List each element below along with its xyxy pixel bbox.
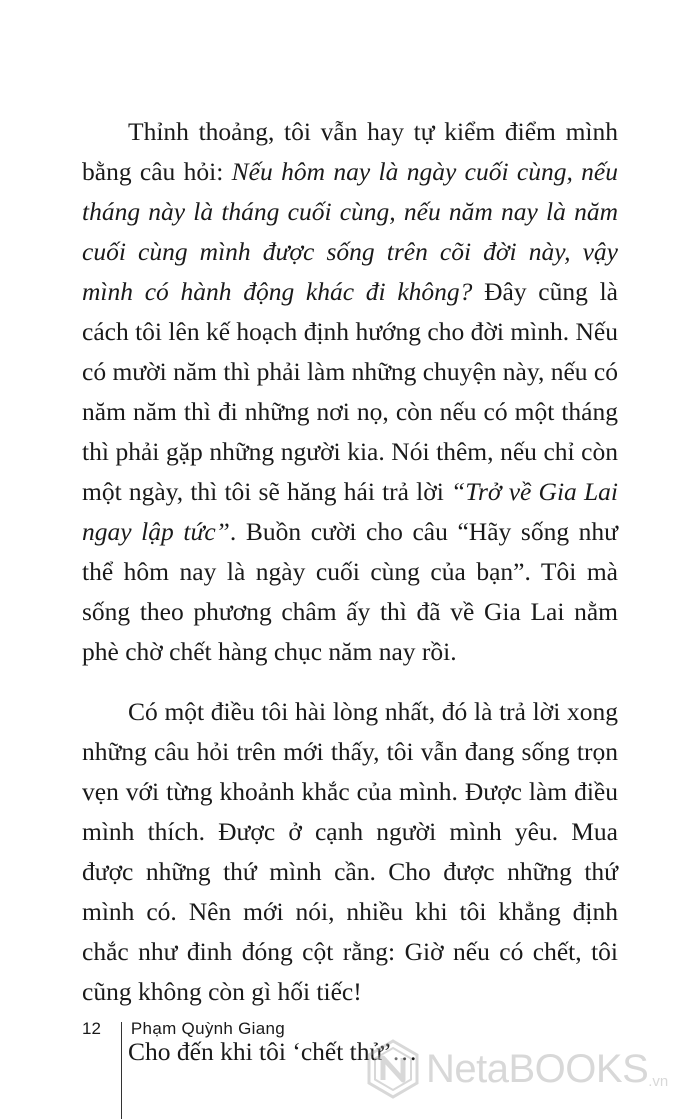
author-name: Phạm Quỳnh Giang [130, 1019, 286, 1038]
paragraph-1 [82, 112, 618, 672]
text-segment: Cho đến khi tôi ‘chết thử’… [128, 1037, 418, 1066]
watermark [362, 1038, 668, 1100]
page-number: 12 [82, 1019, 101, 1038]
text-segment: . Buồn cười cho câu “Hãy sống như thể hôm nay là ngày cuối cùng của bạn”. Tôi mà sống theo phương châm ấy thì đã về Gia Lai nằm phè chờ chết hàng chục năm nay rồi. [82, 517, 618, 666]
netabooks-logo-icon [362, 1038, 424, 1100]
text-segment: Thỉnh thoảng, tôi vẫn hay tự kiểm điểm mình bằng câu hỏi: [82, 117, 618, 186]
italic-quote: “Trở về Gia Lai ngay lập tức” [82, 477, 618, 546]
page-footer [82, 1014, 285, 1044]
paragraph-2 [82, 692, 618, 1012]
footer-divider [121, 1022, 122, 1119]
italic-question: Nếu hôm nay là ngày cuối cùng, nếu tháng này là tháng cuối cùng, nếu năm nay là năm cuối cùng mình được sống trên cõi đời này, vậy mình có hành động khác đi không? [82, 157, 618, 306]
watermark-suffix: .vn [648, 1073, 669, 1090]
text-segment: Có một điều tôi hài lòng nhất, đó là trả lời xong những câu hỏi trên mới thấy, tôi vẫn đang sống trọn vẹn với từng khoảnh khắc của mình. Được làm điều mình thích. Được ở cạnh người mình yêu. Mua được những thứ mình cần. Cho được những thứ mình có. Nên mới nói, nhiều khi tôi khẳng định chắc như đinh đóng cột rằng: Giờ nếu có chết, tôi cũng không còn gì hối tiếc! [82, 697, 618, 1006]
text-segment: Đây cũng là cách tôi lên kế hoạch định hướng cho đời mình. Nếu có mười năm thì phải làm những chuyện này, nếu có năm năm thì đi những nơi nọ, còn nếu có một tháng thì phải gặp những người kia. Nói thêm, nếu chỉ còn một ngày, thì tôi sẽ hăng hái trả lời [82, 277, 618, 506]
watermark-brand: NetaBOOKS [426, 1046, 649, 1091]
body-text [82, 112, 618, 1072]
